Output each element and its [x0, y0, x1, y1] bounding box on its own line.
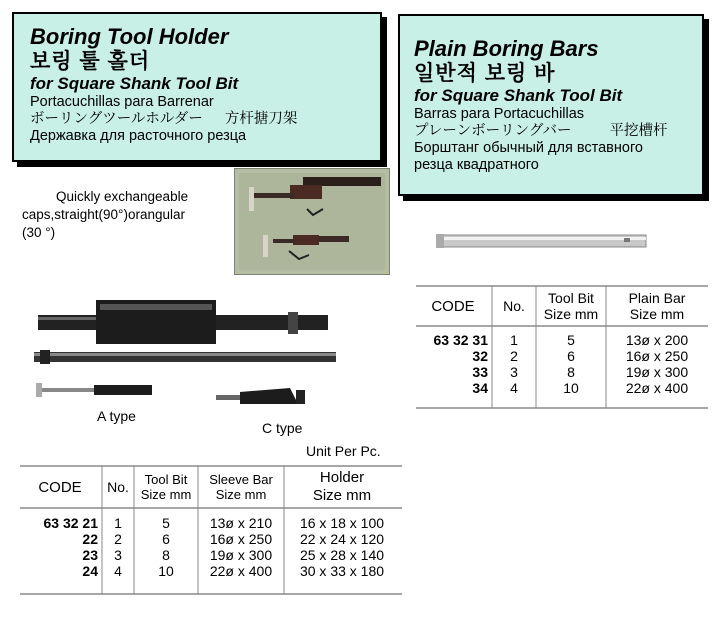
a-type-label: A type: [97, 408, 136, 424]
boring-holder-title: Boring Tool Holder: [30, 24, 229, 49]
plain-row-bar: 19ø x 300: [625, 364, 689, 380]
plain-bars-title: Plain Boring Bars: [414, 36, 599, 61]
plain-header-bar: [606, 286, 708, 326]
holder-row-tool: 8: [162, 547, 170, 563]
plain-row-no: 1: [510, 332, 518, 348]
holder-row-sleeve: 19ø x 300: [209, 547, 273, 563]
plain-row-bar: 22ø x 400: [625, 380, 689, 396]
caps-note: [22, 188, 188, 242]
holder-header-tool-2: Size mm: [140, 487, 192, 502]
plain-header-bar-1: Plain Bar: [628, 290, 686, 306]
holder-header-sleeve: [198, 466, 284, 508]
holder-row-holder: 25 x 28 x 140: [299, 547, 385, 563]
c-type-cap: [216, 388, 305, 404]
boring-holder-japanese-line: [30, 111, 297, 128]
holder-bar: [38, 300, 328, 344]
holder-row-tool: 6: [162, 531, 170, 547]
plain-bars-title-box: [398, 14, 704, 196]
holder-row-tool: 10: [158, 563, 174, 579]
holder-row-no: 2: [114, 531, 122, 547]
holder-row-code: 24: [82, 563, 98, 579]
plain-table-header: [414, 286, 708, 326]
holder-table: [18, 466, 400, 579]
plain-bars-russian-1: Борштанг обычный для вставного: [414, 140, 643, 156]
plain-row-code: 63 32 31: [433, 332, 488, 348]
table-row: [18, 547, 400, 563]
boring-holder-spanish: Portacuchillas para Barrenar: [30, 94, 214, 110]
plain-bar-drawing: [434, 229, 654, 253]
unit-label: Unit Per Pc.: [306, 443, 381, 459]
holder-table-header: [18, 466, 400, 508]
boring-holder-chinese: 方杆搪刀架: [224, 111, 298, 127]
product-photo-image: [235, 169, 389, 274]
plain-row-tool: 5: [567, 332, 575, 348]
holder-header-sleeve-1: Sleeve Bar: [209, 472, 273, 487]
table-row: [414, 348, 708, 364]
holder-row-sleeve: 13ø x 210: [209, 515, 273, 531]
table-row: [18, 515, 400, 531]
plain-row-code: 33: [472, 364, 488, 380]
holder-row-tool: 5: [162, 515, 170, 531]
plain-header-no: No.: [503, 298, 525, 314]
holder-row-code: 23: [82, 547, 98, 563]
plain-row-no: 2: [510, 348, 518, 364]
holder-drawing: [20, 292, 340, 440]
holder-header-holder-1: Holder: [319, 469, 365, 486]
c-type-label: C type: [262, 420, 303, 436]
table-row: [414, 380, 708, 396]
holder-header-sleeve-2: Size mm: [215, 487, 267, 502]
plain-bars-subtitle: for Square Shank Tool Bit: [414, 86, 623, 105]
plain-row-no: 3: [510, 364, 518, 380]
holder-row-code: 63 32 21: [43, 515, 98, 531]
holder-row-no: 4: [114, 563, 122, 579]
plain-bars-title-korean: 일반적 보링 바: [414, 62, 556, 85]
table-row: [414, 364, 708, 380]
plain-bars-japanese-line: [414, 123, 667, 140]
caps-note-line-3: (30 °): [22, 225, 56, 240]
plain-header-code: CODE: [431, 297, 475, 315]
plain-row-code: 32: [472, 348, 488, 364]
holder-row-holder: 22 x 24 x 120: [299, 531, 385, 547]
table-row: [18, 563, 400, 579]
holder-row-sleeve: 16ø x 250: [209, 531, 273, 547]
holder-row-code: 22: [82, 531, 98, 547]
caps-note-line-2: caps,straight(90°)orangular: [22, 207, 185, 222]
holder-header-holder-2: Size mm: [312, 487, 372, 504]
holder-row-no: 3: [114, 547, 122, 563]
holder-header-tool-1: Tool Bit: [144, 472, 188, 487]
boring-holder-title-korean: 보링 툴 홀더: [30, 50, 151, 73]
plain-row-bar: 13ø x 200: [625, 332, 689, 348]
sleeve-bar: [34, 350, 336, 364]
holder-header-code: CODE: [38, 478, 82, 496]
a-type-cap: [36, 383, 152, 397]
product-photo: [234, 168, 390, 275]
plain-row-tool: 8: [567, 364, 575, 380]
plain-header-bar-2: Size mm: [629, 306, 685, 322]
plain-bars-japanese: プレーンボーリングバー: [414, 123, 572, 139]
boring-holder-subtitle: for Square Shank Tool Bit: [30, 74, 239, 93]
holder-row-sleeve: 22ø x 400: [209, 563, 273, 579]
plain-row-tool: 6: [567, 348, 575, 364]
plain-bar-table: [414, 286, 708, 396]
plain-bars-spanish: Barras para Portacuchillas: [414, 106, 585, 122]
plain-bars-russian-2: резца квадратного: [414, 157, 539, 173]
holder-header-no: No.: [107, 479, 129, 495]
table-row: [414, 332, 708, 348]
boring-holder-russian: Державка для расточного резца: [30, 128, 247, 144]
holder-row-no: 1: [114, 515, 122, 531]
plain-row-tool: 10: [563, 380, 579, 396]
plain-row-no: 4: [510, 380, 518, 396]
holder-row-holder: 16 x 18 x 100: [299, 515, 385, 531]
boring-holder-japanese: ボーリングツールホルダー: [30, 111, 203, 127]
plain-row-bar: 16ø x 250: [625, 348, 689, 364]
holder-header-holder: [284, 466, 400, 508]
plain-header-tool-2: Size mm: [543, 306, 599, 322]
plain-header-tool-1: Tool Bit: [548, 290, 594, 306]
plain-bars-chinese: 平挖槽杆: [609, 123, 668, 139]
caps-note-line-1: Quickly exchangeable: [56, 189, 189, 204]
boring-holder-title-box: [12, 12, 382, 162]
plain-header-tool: [536, 286, 606, 326]
table-row: [18, 531, 400, 547]
holder-row-holder: 30 x 33 x 180: [299, 563, 385, 579]
plain-row-code: 34: [472, 380, 488, 396]
holder-header-tool: [134, 466, 198, 508]
